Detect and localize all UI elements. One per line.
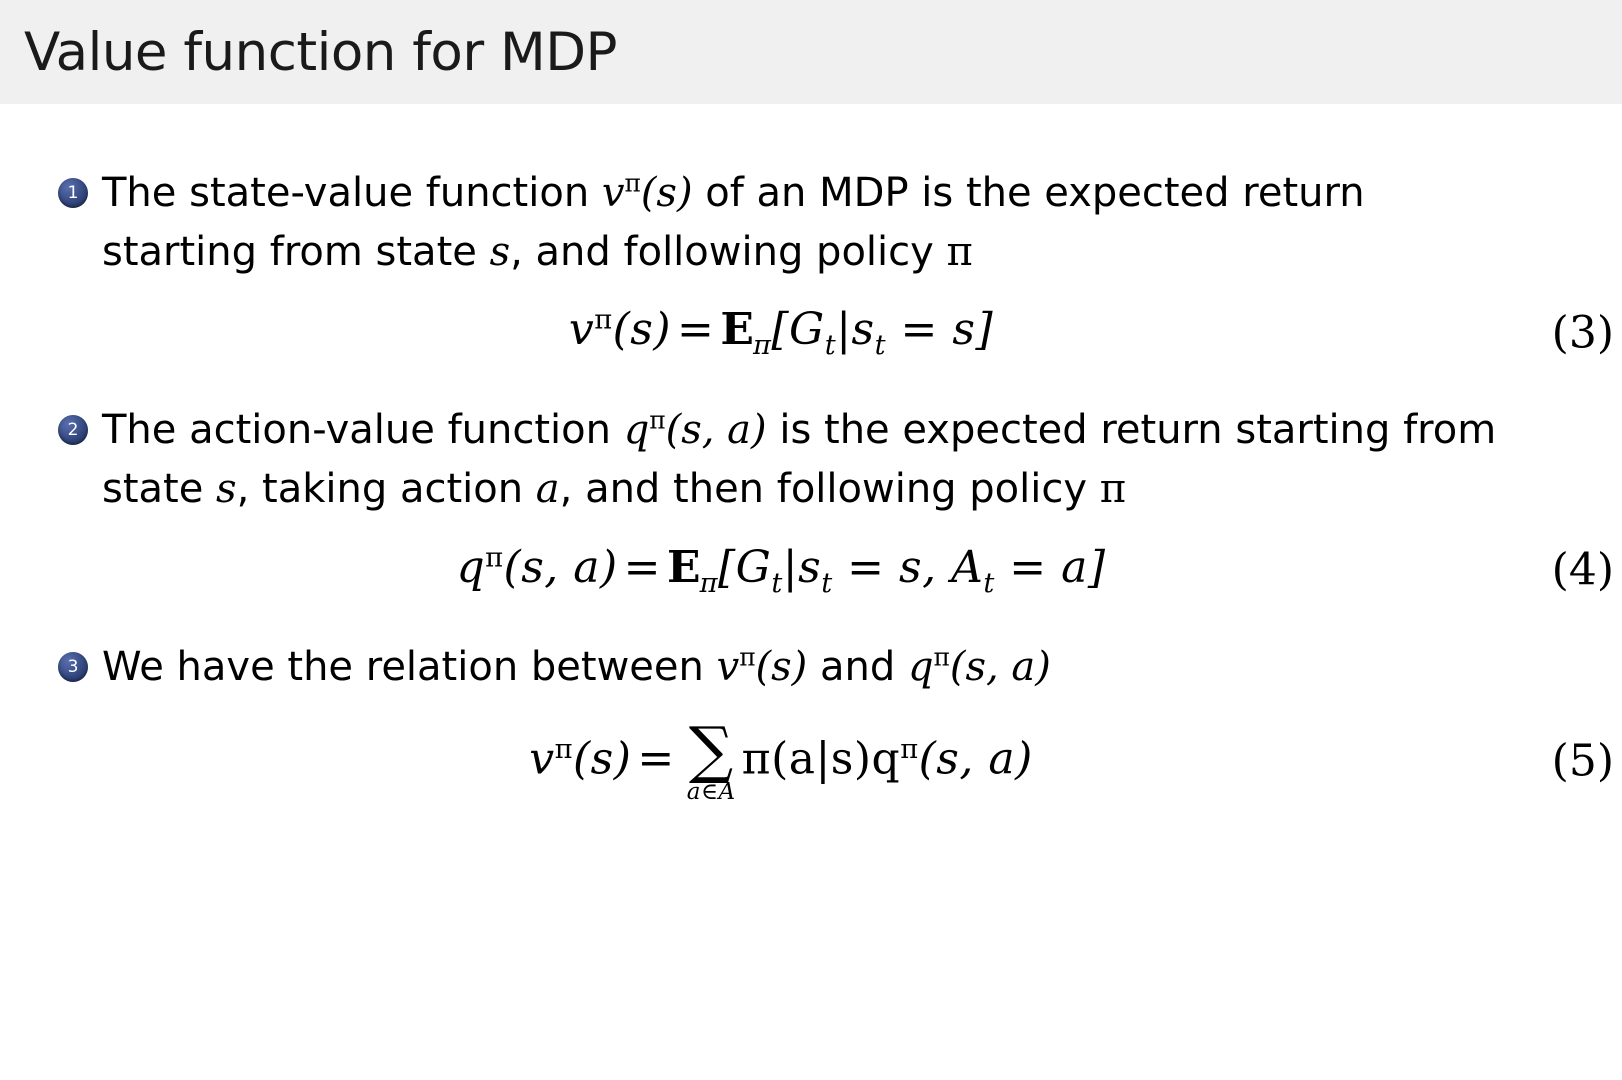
bullet1-math-pi: π [946, 229, 973, 276]
eq4-body4: = a] [994, 541, 1106, 593]
eq3-body-sub: t [824, 330, 837, 362]
bullet1-part3: , and following policy [510, 229, 947, 276]
bullet-marker-3: 3 [58, 652, 88, 682]
eq4-body3-sub: t [983, 567, 995, 599]
slide-title-bar [0, 0, 1622, 104]
eq4-lhs-sup: π [485, 541, 504, 573]
eq5-term1: π(a|s)q [741, 732, 901, 784]
eq4-lhs-args: (s, a) [503, 541, 618, 593]
list-item [0, 164, 1622, 282]
eq3-body2: |s [836, 304, 875, 356]
bullet2-math-q: q [623, 407, 650, 454]
bullet-marker-2: 2 [58, 415, 88, 445]
bullet3-math-q-sup: π [933, 643, 950, 673]
bullet-text-3 [102, 638, 1051, 697]
equation-5-body [529, 712, 1033, 806]
bullet2-math-s: s [216, 466, 237, 513]
eq5-equals: = [637, 732, 675, 784]
eq3-lhs-args: (s) [612, 304, 672, 356]
bullet3-math-q-args: (s, a) [949, 644, 1051, 691]
equation-4-body [456, 542, 1105, 599]
bullet2-math-q-args: (s, a) [665, 407, 767, 454]
eq4-body-sub: t [771, 567, 783, 599]
eq4-expectation: E [667, 541, 700, 593]
bullet2-part4: , and then following policy [559, 466, 1100, 513]
eq4-body2-sub: t [821, 567, 833, 599]
equation-3-number: (3) [1551, 307, 1614, 359]
eq4-body: [G [718, 541, 772, 593]
bullet2-math-q-sup: π [649, 405, 666, 435]
eq3-expectation-sub: π [752, 330, 772, 362]
eq4-expectation-sub: π [699, 567, 718, 599]
eq5-lhs-sup: π [554, 733, 573, 765]
eq4-body3: = s, A [832, 541, 984, 593]
bullet2-math-pi: π [1099, 466, 1127, 513]
bullet1-part2: of an MDP is the expected return starting from state [102, 170, 1365, 276]
eq3-lhs-sup: π [594, 304, 613, 336]
equation-4 [0, 542, 1622, 599]
eq4-equals: = [623, 541, 662, 593]
equation-3 [0, 304, 1622, 361]
bullet2-part1: The action-value function [102, 407, 624, 454]
sum-lower-limit: a∈A [686, 779, 736, 806]
eq3-lhs-fn: v [568, 304, 595, 356]
bullet1-math-v: v [601, 170, 625, 216]
bullet-text-2 [102, 401, 1512, 519]
slide-content [0, 104, 1622, 806]
eq3-body3: = s] [886, 304, 994, 356]
bullet1-math-v-args: (s) [640, 170, 693, 216]
bullet3-part2: and [807, 644, 908, 691]
bullet-text-1 [102, 164, 1512, 282]
eq3-equals: = [677, 304, 715, 356]
bullet2-part3: , taking action [236, 466, 536, 513]
bullet2-math-a: a [535, 466, 560, 513]
bullet3-math-v-sup: π [739, 643, 756, 673]
eq5-lhs-fn: v [529, 732, 555, 784]
summation-operator [686, 712, 736, 806]
equation-5-number: (5) [1551, 735, 1614, 787]
bullet3-math-v-args: (s) [755, 644, 808, 691]
eq4-body2: |s [782, 541, 822, 593]
bullet-marker-1: 1 [58, 178, 88, 208]
eq3-body: [G [771, 304, 825, 356]
equation-4-number: (4) [1551, 544, 1614, 596]
bullet3-part1: We have the relation between [102, 644, 717, 691]
eq5-lhs-args: (s) [573, 732, 632, 784]
eq5-term1-sup: π [900, 733, 919, 765]
equation-3-body [569, 304, 993, 361]
list-item [0, 638, 1622, 697]
list-item [0, 401, 1622, 519]
eq5-term1-args: (s, a) [918, 732, 1033, 784]
bullet1-math-s: s [489, 229, 511, 276]
bullet1-part1: The state-value function [102, 170, 602, 216]
bullet2-part2: is the expected return starting from state [102, 407, 1497, 513]
equation-5 [0, 712, 1622, 806]
eq3-body2-sub: t [874, 330, 887, 362]
page-title: Value function for MDP [24, 21, 617, 83]
bullet3-math-q: q [907, 644, 934, 691]
eq3-expectation: E [720, 304, 753, 356]
bullet3-math-v: v [716, 644, 740, 691]
bullet1-math-v-sup: π [624, 168, 641, 198]
eq4-lhs-fn: q [456, 541, 486, 593]
sigma-icon: ∑ [688, 712, 734, 786]
